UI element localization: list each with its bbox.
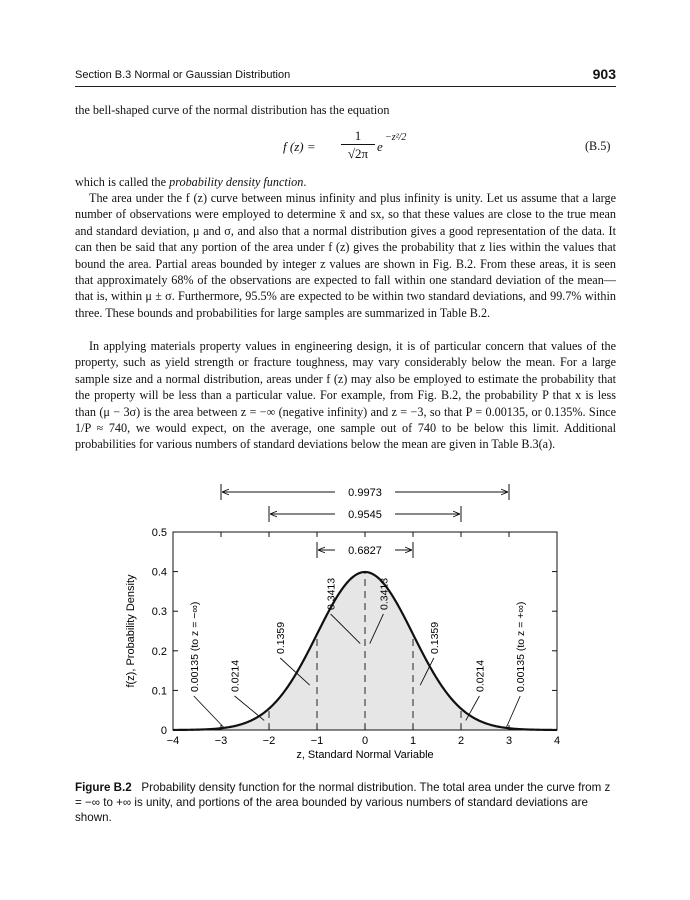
definition-term: probability density function bbox=[169, 175, 304, 189]
y-tick-label: 0.5 bbox=[151, 527, 167, 539]
definition-prefix: which is called the bbox=[75, 175, 170, 189]
y-tick-label: 0.4 bbox=[151, 566, 167, 579]
equation-exp-base: e bbox=[377, 139, 383, 154]
x-tick-label: −1 bbox=[310, 735, 324, 747]
y-axis-label: f(z), Probability Density bbox=[125, 574, 137, 688]
leader-line bbox=[507, 696, 521, 727]
x-tick-label: 3 bbox=[505, 735, 513, 747]
running-header bbox=[75, 66, 616, 87]
intro-paragraph: the bell-shaped curve of the normal distribution has the equation bbox=[75, 103, 390, 117]
region-probability-label: 0.1359 bbox=[275, 621, 288, 654]
x-tick-label: 0 bbox=[361, 735, 369, 747]
leader-line bbox=[194, 696, 224, 727]
definition-paragraph bbox=[75, 174, 616, 190]
fraction-bar bbox=[341, 144, 375, 145]
x-tick-labels bbox=[167, 735, 560, 747]
leader-line bbox=[235, 696, 265, 720]
region-probability-label: 0.3413 bbox=[378, 577, 391, 610]
span-annotations bbox=[221, 484, 509, 558]
span-label: 0.9545 bbox=[348, 509, 382, 521]
x-tick-label: −4 bbox=[166, 735, 180, 747]
x-tick-label: 4 bbox=[553, 735, 561, 747]
normal-density-chart bbox=[75, 480, 616, 765]
definition-suffix: . bbox=[303, 175, 307, 189]
equation-denominator: √2π bbox=[347, 146, 369, 161]
figure-caption bbox=[75, 780, 616, 825]
region-probability-label: 0.3413 bbox=[325, 577, 338, 610]
x-axis-label: z, Standard Normal Variable bbox=[296, 749, 434, 761]
body-paragraph-1: The area under the f (z) curve between minus infinity and plus infinity is unity. Let us assume that a large number of observations were employed to determine x̄ and sx, so that these values are close to the true mean and standard deviation, μ and σ, and also that a normal distribution gives a good representation of the data. It can then be said that any portion of the area under f (z) gives the probability that z lies within the values that bound the area. Partial areas bounded by integer z values are shown in Fig. B.2. From these areas, it is seen that approximately 68% of the observations are expected to fall within one standard deviation of the mean—that is, within μ ± σ. Furthermore, 95.5% are expected to be within two standard deviations, and 99.7% within three. These bounds and probabilities for large samples are summarized in Table B.2. bbox=[75, 191, 616, 320]
figure-b2 bbox=[75, 480, 616, 770]
y-tick-label: 0.1 bbox=[151, 685, 167, 698]
x-tick-label: −3 bbox=[214, 735, 228, 747]
x-tick-label: −2 bbox=[262, 735, 276, 747]
equation-b5 bbox=[283, 128, 483, 168]
span-label: 0.9973 bbox=[348, 487, 382, 499]
equation-lhs: f (z) = bbox=[283, 139, 316, 154]
equation-exponent: −z²/2 bbox=[385, 132, 407, 143]
page-number: 903 bbox=[592, 66, 616, 82]
y-tick-label: 0.3 bbox=[151, 606, 167, 619]
caption-text: Probability density function for the normal distribution. The total area under the curve from z = −∞ to +∞ is unity, and portions of the area bounded by various numbers of standard deviations are shown. bbox=[75, 781, 611, 824]
region-probability-label: 0.00135 (to z = +∞) bbox=[515, 601, 528, 692]
section-title: Section B.3 Normal or Gaussian Distribution bbox=[75, 69, 291, 81]
y-tick-label: 0.2 bbox=[151, 645, 167, 658]
region-probability-label: 0.0214 bbox=[474, 659, 487, 692]
equation-numerator: 1 bbox=[354, 128, 362, 143]
y-tick-label: 0 bbox=[160, 725, 167, 737]
span-label: 0.6827 bbox=[348, 545, 382, 557]
equation-number: (B.5) bbox=[585, 139, 611, 153]
region-probability-label: 0.00135 (to z = −∞) bbox=[188, 601, 201, 692]
x-tick-label: 2 bbox=[457, 735, 465, 747]
caption-label: Figure B.2 bbox=[75, 781, 132, 794]
region-probability-label: 0.1359 bbox=[428, 621, 441, 654]
y-tick-labels bbox=[152, 527, 167, 737]
region-probability-label: 0.0214 bbox=[229, 659, 242, 692]
body-paragraph-2: In applying materials property values in engineering design, it is of particular concern that values of the property, such as yield strength or fracture toughness, may vary considerably below the mean. For a large sample size and a normal distribution, areas under f (z) may also be employed to estimate the probability that the property will be less than a particular value. For example, from Fig. B.2, the probability P that x is less than (μ − 3σ) is the area between z = −∞ (negative infinity) and z = −3, so that P = 0.00135, or 0.135%. Since 1/P ≈ 740, we would expect, on the average, one sample out of 740 to be below this limit. Additional probabilities for various numbers of standard deviations below the mean are given in Table B.3(a). bbox=[75, 339, 616, 452]
x-tick-label: 1 bbox=[409, 735, 417, 747]
